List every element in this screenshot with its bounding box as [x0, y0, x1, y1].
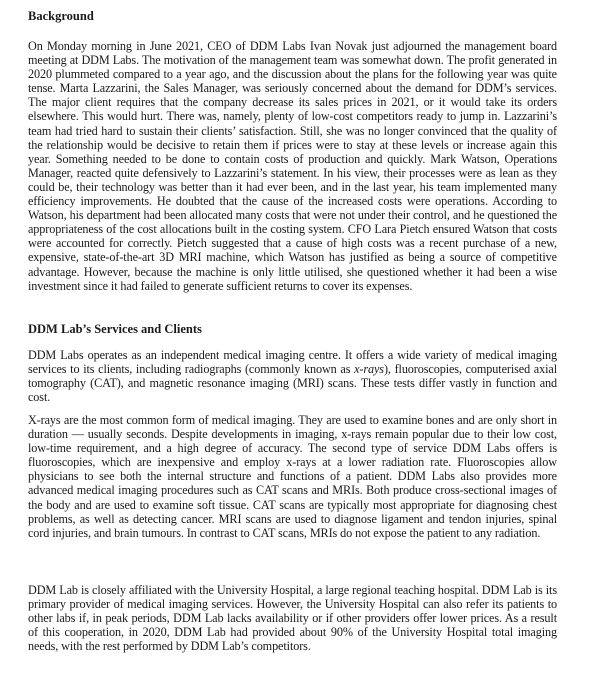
services-p1-text-b: ), fluoroscopies, computerised axial tomography (CAT), and magnetic resonance imaging (MRI) scans. These tests differ vastly in function and cost. — [28, 362, 557, 405]
services-p1-italic: x-rays — [354, 362, 384, 377]
services-p1-text-a: DDM Labs operates as an independent medical imaging centre. It offers a wide variety of medical imaging services to its clients, including radiographs (commonly known as — [28, 348, 557, 377]
section-heading-background: Background — [28, 9, 94, 23]
clients-paragraph: DDM Lab is closely affiliated with the University Hospital, a large regional teaching hospital. DDM Lab is its primary provider of medical imaging services. However, the University Hospital can also refer its patients to other labs if, in peak periods, DDM Lab lacks availability or if other providers offer lower prices. As a result of this cooperation, in 2020, DDM Lab had provided about 90% of the University Hospital total imaging needs, with the rest performed by DDM Lab’s competitors. — [28, 583, 557, 654]
services-paragraph-2: X-rays are the most common form of medical imaging. They are used to examine bones and are only short in duration — usually seconds. Despite developments in imaging, x-rays remain popular due to their low cost, low-time requirement, and a high degree of accuracy. The second type of service DDM Labs offers is fluoroscopies, which are inexpensive and employ x-rays at a lower radiation rate. Fluoroscopies allow physicians to see both the internal structure and functions of a patient. DDM Labs also provides more advanced medical imaging procedures such as CAT scans and MRIs. Both produce cross-sectional images of the body and are used to examine soft tissue. CAT scans are typically most appropriate for diagnosing chest problems, as well as detecting cancer. MRI scans are used to diagnose ligament and tendon injuries, spinal cord injuries, and brain tumours. In contrast to CAT scans, MRIs do not expose the patient to any radiation. — [28, 413, 557, 540]
services-paragraph-1 — [28, 348, 557, 404]
section-heading-services: DDM Lab’s Services and Clients — [28, 322, 202, 336]
background-paragraph: On Monday morning in June 2021, CEO of DDM Labs Ivan Novak just adjourned the management board meeting at DDM Labs. The motivation of the management team was somewhat down. The profit generated in 2020 plummeted compared to a year ago, and the discussion about the plans for the following year was quite tense. Marta Lazzarini, the Sales Manager, was seriously concerned about the demand for DDM’s services. The major client requires that the company decrease its sales prices in 2021, or it would take its orders elsewhere. This would hurt. There was, namely, plenty of low-cost competitors ready to jump in. Lazzarini’s team had tried hard to sustain their clients’ satisfaction. Still, she was no longer convinced that the quality of the relationship would be decisive to retain them if prices were to stay at these levels or increase again this year. Something needed to be done to contain costs of production and quickly. Mark Watson, Operations Manager, reacted quite defensively to Lazzarini’s statement. In his view, their processes were as lean as they could be, their technology was better than it had ever been, and in the last year, his team implemented many efficiency improvements. He doubted that the cause of the increased costs were operations. According to Watson, his department had been allocated many costs that were not under their control, and he questioned the appropriateness of the cost allocations built in the costing system. CFO Lara Pietch ensured Watson that costs were accounted for correctly. Pietch suggested that a cause of high costs was a recent purchase of a new, expensive, state-of-the-art 3D MRI machine, which Watson has justified as being a source of competitive advantage. However, because the machine is only little utilised, she questioned whether it had been a wise investment since it had failed to generate sufficient returns to cover its expenses. — [28, 39, 557, 293]
